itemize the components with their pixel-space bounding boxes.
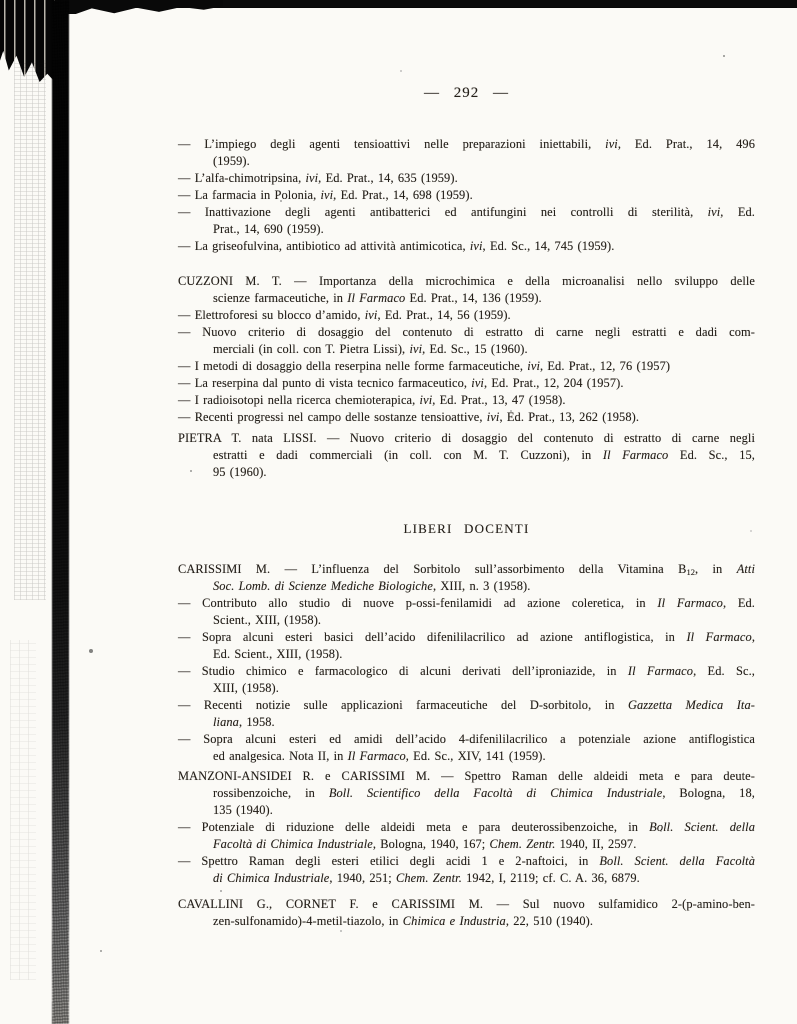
plain-text: CAVALLINI G., CORNET F. e CARISSIMI M. — Sul nuovo sulfamidico 2-(p-amino-ben- — [178, 897, 755, 911]
bibliography-block — [178, 896, 755, 930]
plain-text: (1959). — [213, 154, 250, 168]
scan-margin-noise-lower — [10, 640, 36, 980]
bibliography-line — [178, 913, 755, 930]
page-content — [178, 0, 755, 1024]
bibliography-line — [178, 409, 755, 426]
plain-text: — Spettro Raman degli esteri etilici degli acidi 1 e 2-naftoici, in — [178, 854, 600, 868]
plain-text: MANZONI-ANSIDEI R. e CARISSIMI M. — Spettro Raman delle aldeidi meta e para deute- — [178, 769, 755, 783]
plain-text: CARISSIMI M. — L’influenza del Sorbitolo sull’assorbimento della Vitamina B — [178, 562, 687, 576]
bibliography-line — [178, 375, 755, 392]
plain-text: — Contributo allo studio di nuove p-ossi-fenilamidi ad azione coleretica, in — [178, 596, 658, 610]
italic-text: ivi — [469, 239, 483, 253]
bibliography-line — [178, 612, 755, 629]
plain-text: — Recenti progressi nel campo delle sostanze tensioattive, — [178, 410, 487, 424]
plain-text: Ed. Prat., 14, 136 (1959). — [405, 291, 542, 305]
plain-text: XIII, (1958). — [213, 681, 279, 695]
bibliography-line — [178, 802, 755, 819]
italic-text: Gazzetta Medica Ita- — [627, 698, 755, 712]
italic-text: ivi — [486, 410, 500, 424]
italic-text: Il Farmaco — [347, 749, 406, 763]
plain-text: , Ed. Sc., 14, 745 (1959). — [482, 239, 615, 253]
plain-text: , Ed. Prat., 14, 635 (1959). — [318, 171, 458, 185]
plain-text: , in — [694, 562, 737, 576]
plain-text: — Potenziale di riduzione delle aldeidi meta e para deuterossibenzoiche, in — [178, 820, 650, 834]
bibliography-line — [178, 273, 755, 290]
bibliography-line — [178, 836, 755, 853]
italic-text: Facoltà di Chimica Industriale — [213, 837, 373, 851]
plain-text: , Ed. Sc., — [693, 664, 755, 678]
page-number: — 292 — — [424, 85, 509, 101]
italic-text: Il Farmaco — [627, 664, 694, 678]
bibliography-line — [178, 341, 755, 358]
bibliography-line — [178, 646, 755, 663]
italic-text: ivi — [527, 359, 540, 373]
plain-text: , Bologna, 18, — [662, 786, 755, 800]
bibliography-block — [178, 273, 755, 426]
plain-text: , Ed. — [720, 205, 755, 219]
plain-text: PIETRA T. nata LISSI. — Nuovo criterio di dosaggio del contenuto di estratto di carne negli — [178, 431, 755, 445]
bibliography-block — [178, 136, 755, 255]
plain-text: — Elettroforesi su blocco d’amido, — [178, 308, 365, 322]
bibliography-line — [178, 595, 755, 612]
plain-text: 95 (1960). — [213, 465, 267, 479]
bibliography-line — [178, 430, 755, 447]
plain-text: , Ed. Prat., 13, 47 (1958). — [432, 393, 566, 407]
plain-text: , 22, 510 (1940). — [505, 914, 594, 928]
plain-text: — La reserpina dal punto di vista tecnico farmaceutico, — [178, 376, 472, 390]
italic-text: Il Farmaco — [686, 630, 752, 644]
italic-text: Boll. Scient. della Facoltà — [599, 854, 755, 868]
plain-text: — Inattivazione degli agenti antibatterici ed antifungini nei controlli di sterilità, — [178, 205, 708, 219]
plain-text: merciali (in coll. con T. Pietra Lissi), — [213, 342, 410, 356]
bibliography-line — [178, 153, 755, 170]
bibliography-line — [178, 392, 755, 409]
subscript-text: 12 — [686, 567, 695, 577]
plain-text: , Bologna, 1940, 167; — [372, 837, 490, 851]
bibliography-line — [178, 307, 755, 324]
bibliography-line — [178, 663, 755, 680]
plain-text: 1940, II, 2597. — [555, 837, 637, 851]
italic-text: ivi — [305, 171, 319, 185]
plain-text: , Ed. Prat., 14, 496 — [617, 137, 755, 151]
plain-text: — Recenti notizie sulle applicazioni farmaceutiche del D-sorbitolo, in — [178, 698, 628, 712]
plain-text: — L’impiego degli agenti tensioattivi nelle preparazioni iniettabili, — [178, 137, 606, 151]
italic-text: ivi — [419, 393, 433, 407]
plain-text: , Ed. Prat., 14, 698 (1959). — [333, 188, 473, 202]
bibliography-line — [178, 464, 755, 481]
scan-margin-noise — [14, 60, 46, 600]
plain-text: , Ed. Sc., 15 (1960). — [422, 342, 528, 356]
bibliography-line — [178, 748, 755, 765]
italic-text: Il Farmaco — [657, 596, 723, 610]
plain-text: Ed. Scient., XIII, (1958). — [213, 647, 343, 661]
italic-text: ivi — [471, 376, 484, 390]
plain-text: Ed. Sc., 15, — [668, 448, 755, 462]
plain-text: scienze farmaceutiche, in — [213, 291, 348, 305]
plain-text: zen-sulfonamido)-4-metil-tiazolo, in — [213, 914, 403, 928]
plain-text: 135 (1940). — [213, 803, 273, 817]
italic-text: ivi — [320, 188, 334, 202]
plain-text: — La farmacia in Polonia, — [178, 188, 321, 202]
bibliography-line — [178, 170, 755, 187]
bibliography-line — [178, 768, 755, 785]
bibliography-line — [178, 629, 755, 646]
plain-text: — Studio chimico e farmacologico di alcuni derivati dell’iproniazide, in — [178, 664, 628, 678]
plain-text: , Ed. Prat., 12, 76 (1957) — [539, 359, 671, 373]
plain-text: estratti e dadi commerciali (in coll. con M. T. Cuzzoni), in — [213, 448, 603, 462]
bibliography-block — [178, 430, 755, 481]
plain-text: CUZZONI M. T. — Importanza della microchimica e della microanalisi nello sviluppo delle — [178, 274, 755, 288]
bibliography-line — [178, 290, 755, 307]
italic-text: Boll. Scient. della — [649, 820, 755, 834]
plain-text: , Ed. Prat., 12, 204 (1957). — [483, 376, 624, 390]
plain-text: — Sopra alcuni esteri ed amidi dell’acido 4-difenililacrilico a potenziale azione antiflogistica — [178, 732, 755, 746]
bibliography-block — [178, 768, 755, 887]
bibliography-line — [178, 447, 755, 464]
italic-text: Soc. Lomb. di Scienze Mediche Biologiche — [213, 579, 433, 593]
bibliography-line — [178, 187, 755, 204]
bibliography-line — [178, 358, 755, 375]
bibliography-line — [178, 853, 755, 870]
plain-text: 1942, I, 2119; cf. C. A. 36, 6879. — [461, 871, 640, 885]
bibliography-line — [178, 561, 755, 578]
bibliography-line — [178, 896, 755, 913]
italic-text: di Chimica Industriale — [213, 871, 330, 885]
plain-text: — Nuovo criterio di dosaggio del contenuto di estratto di carne negli estratti e dadi com- — [178, 325, 755, 339]
bibliography-line — [178, 204, 755, 221]
bibliography-line — [178, 221, 755, 238]
plain-text: , — [751, 630, 756, 644]
italic-text: Il Farmaco — [347, 291, 406, 305]
bibliography-line — [178, 324, 755, 341]
section-heading: LIBERI DOCENTI — [403, 521, 530, 536]
book-binding-shadow — [52, 0, 69, 1024]
italic-text: Il Farmaco — [602, 448, 669, 462]
bibliography-line — [178, 731, 755, 748]
bibliography-line — [178, 697, 755, 714]
bibliography-line — [178, 238, 755, 255]
italic-text: ivi — [605, 137, 618, 151]
italic-text: ivi — [364, 308, 378, 322]
italic-text: Chem. Zentr. — [489, 837, 556, 851]
plain-text: , 1940, 251; — [329, 871, 397, 885]
bibliography-block — [178, 561, 755, 765]
plain-text: , Ed. — [722, 596, 755, 610]
plain-text: — Sopra alcuni esteri basici dell’acido difenililacrilico ad azione antiflogistica, in — [178, 630, 687, 644]
plain-text: — La griseofulvina, antibiotico ad attività antimicotica, — [178, 239, 470, 253]
bibliography-line — [178, 136, 755, 153]
plain-text: Prat., 14, 690 (1959). — [213, 222, 324, 236]
plain-text: Scient., XIII, (1958). — [213, 613, 322, 627]
italic-text: Boll. Scientifico della Facoltà di Chimica Industriale — [328, 786, 663, 800]
bibliography-line — [178, 870, 755, 887]
italic-text: ivi — [707, 205, 721, 219]
italic-text: Chimica e Industria — [402, 914, 506, 928]
plain-text: , Ed. Sc., XIV, 141 (1959). — [405, 749, 546, 763]
bibliography-line — [178, 785, 755, 802]
plain-text: — I metodi di dosaggio della reserpina nelle forme farmaceutiche, — [178, 359, 528, 373]
plain-text: , Ed. Prat., 14, 56 (1959). — [377, 308, 511, 322]
bibliography-line — [178, 714, 755, 731]
italic-text: Chem. Zentr. — [396, 871, 462, 885]
plain-text: , 1958. — [238, 715, 275, 729]
plain-text: rossibenzoiche, in — [213, 786, 329, 800]
bibliography-line — [178, 578, 755, 595]
bibliography-line — [178, 680, 755, 697]
scan-specks — [100, 950, 102, 952]
plain-text: ed analgesica. Nota II, in — [213, 749, 348, 763]
plain-text: — I radioisotopi nella ricerca chemioterapica, — [178, 393, 420, 407]
italic-text: liana — [213, 715, 239, 729]
plain-text: — L’alfa-chimotripsina, — [178, 171, 306, 185]
plain-text: , XIII, n. 3 (1958). — [432, 579, 531, 593]
bibliography-line — [178, 819, 755, 836]
italic-text: ivi — [409, 342, 423, 356]
plain-text: , Ed. Prat., 13, 262 (1958). — [499, 410, 640, 424]
italic-text: Atti — [736, 562, 755, 576]
